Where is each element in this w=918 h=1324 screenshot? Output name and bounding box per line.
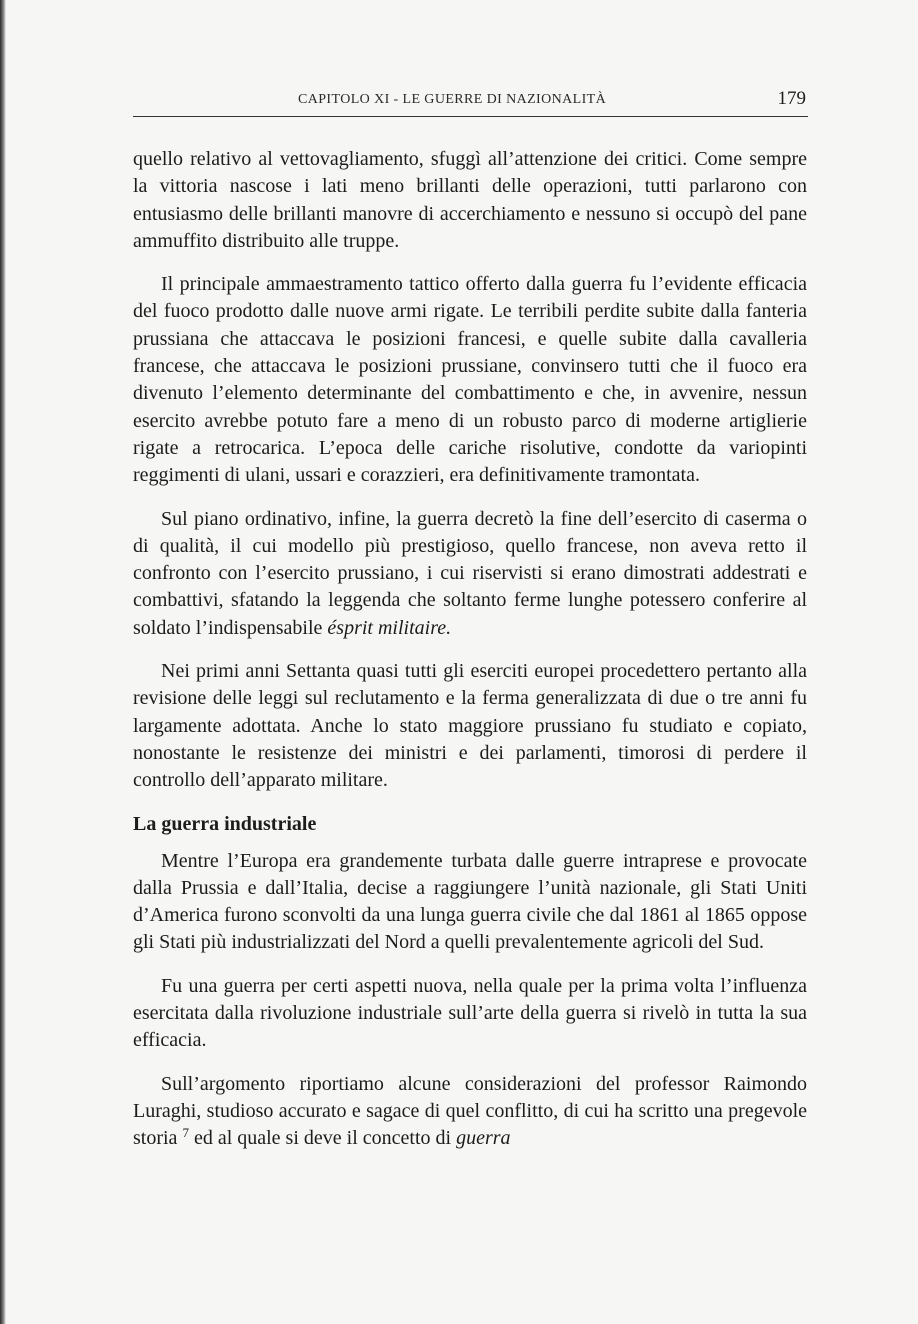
- footnote-ref: 7: [182, 1125, 189, 1141]
- body-text: [133, 146, 807, 1169]
- last-paragraph-text: Sull’argomento riportiamo alcune considerazioni del professor Raimondo Luraghi, studioso accurato e sagace di quel conflitto, di cui ha scritto una pregevole storia: [133, 1072, 807, 1150]
- page-binding-edge: [0, 0, 6, 1324]
- section-paragraph-1: Mentre l’Europa era grandemente turbata dalle guerre intraprese e provocate dalla Prussia e dall’Italia, decise a raggiungere l’unità nazionale, gli Stati Uniti d’America furono sconvolti da una lunga guerra civile che dal 1861 al 1865 oppose gli Stati più industrializzati del Nord a quelli prevalentemente agricoli del Sud.: [133, 849, 807, 954]
- italic-term: ésprit militaire.: [327, 616, 452, 639]
- page-number: 179: [777, 88, 806, 109]
- paragraph-3-text: Sul piano ordinativo, infine, la guerra decretò la fine dell’esercito di caserma o di qualità, il cui modello più prestigioso, quello francese, non aveva retto il confronto con l’esercito prussiano, i cui riservisti si erano dimostrati addestrati e combattivi, sfatando la leggenda che soltanto ferme lunghe potessero conferire al soldato l’indispensabile: [133, 507, 807, 639]
- section-heading: La guerra industriale: [133, 812, 317, 835]
- page-header: [133, 88, 808, 117]
- paragraph-3: [133, 506, 807, 642]
- section-paragraph-3: [133, 1071, 807, 1153]
- last-paragraph-text-after: ed al quale si deve il concetto di: [193, 1127, 452, 1150]
- italic-term-guerra: guerra: [456, 1127, 511, 1150]
- paragraph-2: Il principale ammaestramento tattico offerto dalla guerra fu l’evidente efficacia del fuoco prodotto dalle nuove armi rigate. Le terribili perdite subite dalla fanteria prussiana che attaccava le posizioni francesi, e quelle subite dalla cavalleria francese, che attaccava le posizioni prussiane, convinsero tutti che il fuoco era divenuto l’elemento determinante del combattimento e che, in avvenire, nessun esercito avrebbe potuto fare a meno di un robusto parco di moderne artiglierie rigate a retrocarica. L’epoca delle cariche risolutive, condotte da variopinti reggimenti di ulani, ussari e corazzieri, era definitivamente tramontata.: [133, 273, 807, 487]
- running-head: CAPITOLO XI - LE GUERRE DI NAZIONALITÀ: [298, 92, 607, 107]
- paragraph-1: quello relativo al vettovagliamento, sfuggì all’attenzione dei critici. Come sempre la vittoria nascose i lati meno brillanti delle operazioni, tutti parlarono con entusiasmo delle brillanti manovre di accerchiamento e nessuno si occupò del pane ammuffito distribuito alle truppe.: [133, 148, 807, 252]
- paragraph-4: Nei primi anni Settanta quasi tutti gli eserciti europei procedettero pertanto alla revisione delle leggi sul reclutamento e la ferma generalizzata di due o tre anni fu largamente adottata. Anche lo stato maggiore prussiano fu studiato e copiato, nonostante le resistenze dei ministri e dei parlamenti, timorosi di perdere il controllo dell’apparato militare.: [133, 660, 807, 792]
- section-paragraph-2: Fu una guerra per certi aspetti nuova, nella quale per la prima volta l’influenza esercitata dalla rivoluzione industriale sull’arte della guerra si rivelò in tutta la sua efficacia.: [133, 974, 807, 1052]
